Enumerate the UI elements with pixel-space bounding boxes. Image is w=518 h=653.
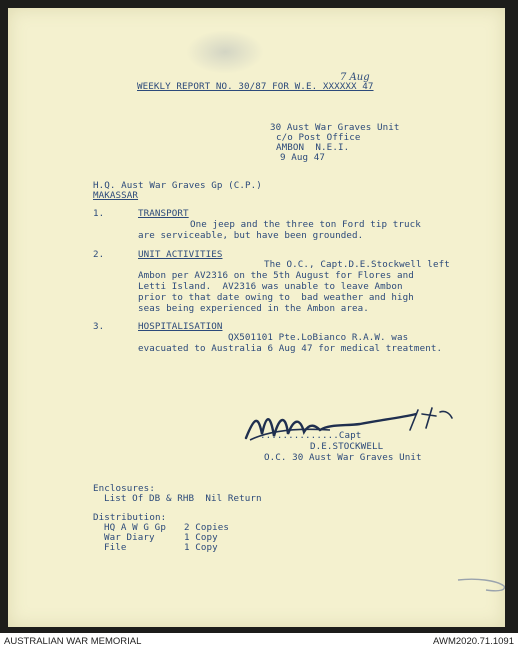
footer-source: AUSTRALIAN WAR MEMORIAL: [4, 636, 142, 647]
handwritten-date: 7 Aug: [340, 72, 370, 83]
addressee-line-2: MAKASSAR: [93, 190, 139, 201]
distribution-recipient: War Diary: [104, 532, 155, 543]
item-heading: HOSPITALISATION: [138, 321, 223, 332]
item-line: Ambon per AV2316 on the 5th August for Flores and: [138, 270, 414, 281]
enclosures-label: Enclosures:: [93, 483, 155, 494]
sender-line-3: AMBON N.E.I.: [276, 142, 350, 153]
item-line: One jeep and the three ton Ford tip truck: [190, 219, 421, 230]
distribution-label: Distribution:: [93, 512, 167, 523]
distribution-copies: 2 Copies: [184, 522, 230, 533]
item-number: 3.: [93, 321, 105, 332]
distribution-recipient: File: [104, 542, 127, 553]
report-title: WEEKLY REPORT NO. 30/87 FOR W.E. XXXXXX 47: [137, 81, 374, 92]
sender-line-2: c/o Post Office: [276, 132, 361, 143]
item-heading: UNIT ACTIVITIES: [138, 249, 223, 260]
sender-line-4: 9 Aug 47: [280, 152, 326, 163]
item-number: 2.: [93, 249, 105, 260]
addressee-line-1: H.Q. Aust War Graves Gp (C.P.): [93, 180, 262, 191]
item-line: prior to that date owing to bad weather and high: [138, 292, 414, 303]
distribution-copies: 1 Copy: [184, 532, 218, 543]
distribution-recipient: HQ A W G Gp: [104, 522, 166, 533]
item-heading: TRANSPORT: [138, 208, 189, 219]
item-line: seas being experienced in the Ambon area.: [138, 303, 369, 314]
signatory-name: D.E.STOCKWELL: [310, 441, 384, 452]
sender-line-1: 30 Aust War Graves Unit: [270, 122, 400, 133]
item-number: 1.: [93, 208, 105, 219]
item-line: Letti Island. AV2316 was unable to leave Ambon: [138, 281, 403, 292]
item-line: are serviceable, but have been grounded.: [138, 230, 364, 241]
signature-dots-rank: ..............Capt: [260, 430, 362, 441]
item-line: The O.C., Capt.D.E.Stockwell left: [264, 259, 450, 270]
signatory-title: O.C. 30 Aust War Graves Unit: [264, 452, 422, 463]
ink-smudge: [186, 30, 264, 74]
item-line: evacuated to Australia 6 Aug 47 for medical treatment.: [138, 343, 443, 354]
paperclip-mark: [456, 574, 508, 596]
footer-accession-number: AWM2020.71.1091: [433, 636, 514, 647]
enclosures-line: List Of DB & RHB Nil Return: [104, 493, 262, 504]
document-paper: [8, 8, 505, 627]
item-line: QX501101 Pte.LoBianco R.A.W. was: [228, 332, 409, 343]
distribution-copies: 1 Copy: [184, 542, 218, 553]
